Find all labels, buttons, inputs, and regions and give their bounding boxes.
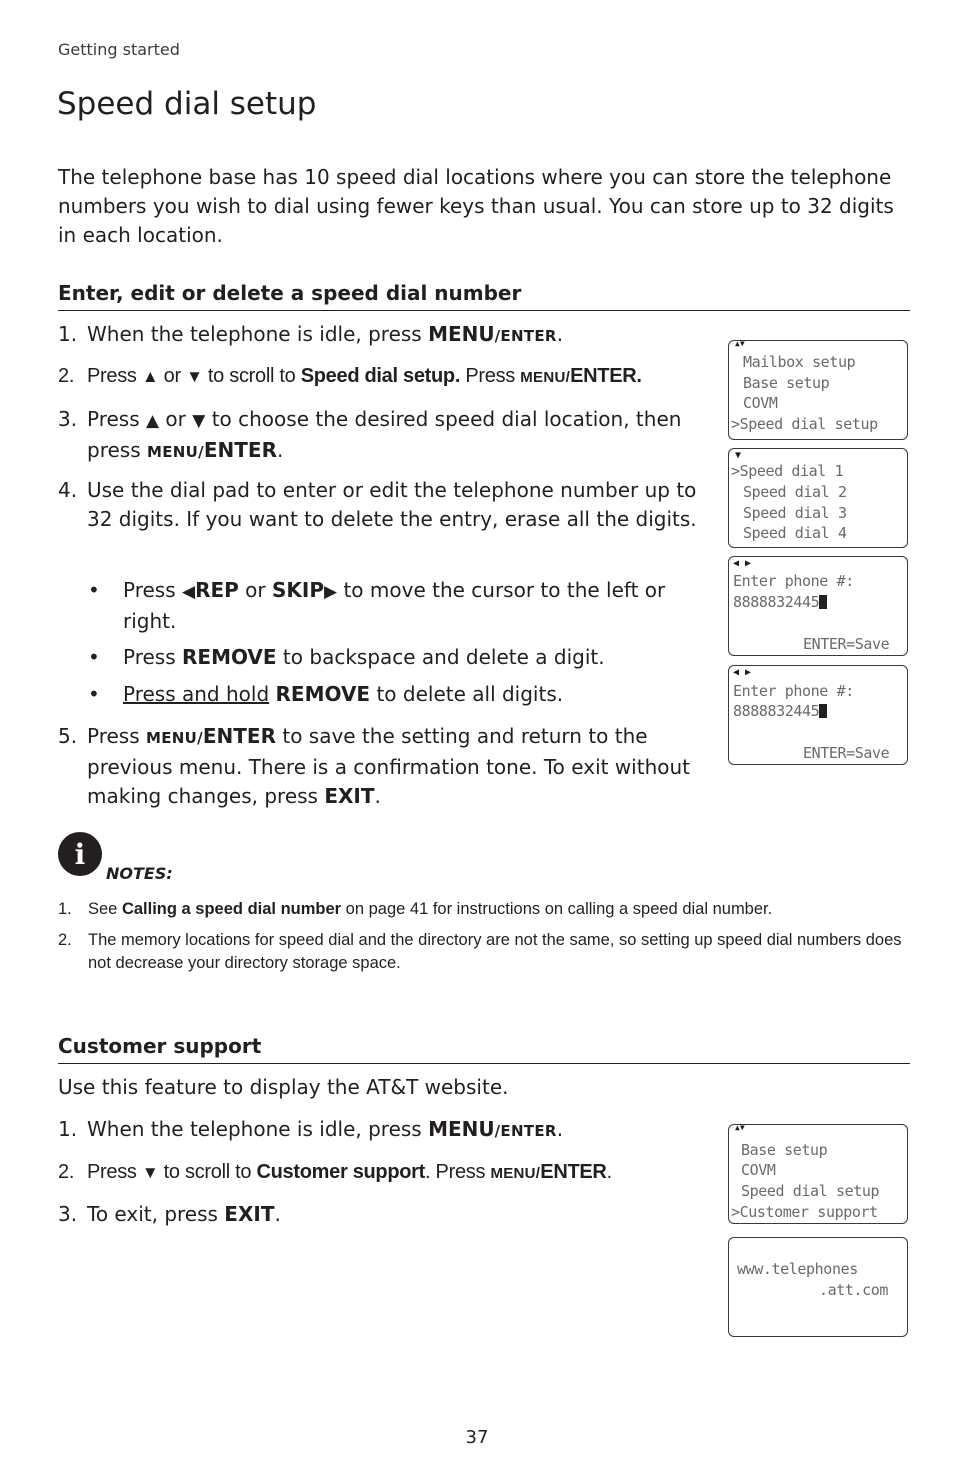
lcd-line: Enter phone #:: [733, 682, 854, 700]
speed-step-4: [58, 476, 713, 534]
lcd-screen-edit: [728, 556, 908, 656]
step-text: Use the dial pad to enter or edit the telephone number up to 32 digits. If you want to delete the entry, erase all the digits.: [87, 478, 697, 531]
step-text: Press: [87, 1161, 142, 1183]
bullet-text-or: or: [238, 578, 272, 602]
lcd-url-line-1: www.telephones: [737, 1260, 858, 1278]
lcd-screen-support-menu: [728, 1124, 908, 1224]
enter-key: ENTER.: [570, 365, 642, 387]
page-number: 37: [465, 1427, 489, 1448]
left-right-icon: ◀ ▶: [733, 558, 752, 569]
bullet-backspace: [88, 643, 703, 672]
step-text-mid: to scroll to: [158, 1161, 257, 1183]
right-arrow-icon: ▶: [324, 582, 338, 602]
step-text-end: .: [274, 1202, 281, 1226]
lcd-line: Base setup: [743, 374, 830, 392]
step-number: 4.: [58, 478, 78, 502]
info-icon: i: [58, 832, 102, 876]
up-arrow-icon: ▲: [146, 411, 160, 431]
step-text-mid: to choose the desired speed dial location, then press: [87, 407, 682, 462]
cursor-block: [819, 595, 827, 609]
page-title: Speed dial setup: [57, 86, 317, 122]
support-step-2: [58, 1158, 723, 1188]
note-text: See: [88, 900, 122, 918]
step-text-press: Press: [460, 365, 521, 387]
step-number: 2.: [58, 1161, 75, 1183]
step-text-end: .: [276, 438, 284, 462]
step-number: 2.: [58, 365, 75, 387]
step-text-mid: to save the setting and return to the previous menu. There is a confirmation tone. To exit without making changes, press: [87, 724, 691, 808]
note-1: [58, 898, 908, 921]
rep-key: REP: [195, 578, 239, 602]
menu-target: Customer support: [256, 1161, 426, 1183]
bullet-text: Press: [123, 645, 182, 669]
lcd-screen-menu: [728, 340, 908, 440]
press-and-hold-text: Press and hold: [123, 682, 270, 706]
lcd-screen-website: [728, 1237, 908, 1337]
bullet-text: Press: [123, 578, 182, 602]
phone-number: 8888832445: [733, 593, 820, 611]
enter-key: ENTER: [540, 1161, 607, 1183]
left-arrow-icon: ◀: [182, 582, 196, 602]
menu-key: MENU/: [520, 369, 571, 386]
step-text-press: . Press: [425, 1161, 491, 1183]
step-text: When the telephone is idle, press: [87, 1117, 429, 1141]
left-right-icon: ◀ ▶: [733, 667, 752, 678]
bullet-text-end: to delete all digits.: [370, 682, 564, 706]
notes-label: NOTES:: [106, 864, 173, 883]
step-text-end: .: [606, 1161, 612, 1183]
menu-key: MENU: [428, 322, 495, 346]
menu-key: MENU/: [146, 729, 203, 747]
step-number: 1.: [58, 322, 78, 346]
note-text: The memory locations for speed dial and the directory are not the same, so setting up speed dial numbers does not decrease your directory storage space.: [88, 931, 902, 972]
step-text-mid: to scroll to: [202, 365, 301, 387]
lcd-line: Speed dial 2: [743, 483, 847, 501]
step-number: 1.: [58, 1117, 78, 1141]
cursor-block: [819, 704, 827, 718]
exit-key: EXIT: [324, 784, 375, 808]
step-number: 5.: [58, 724, 78, 748]
remove-key: REMOVE: [182, 645, 277, 669]
enter-key: /ENTER: [494, 327, 557, 345]
support-step-1: [58, 1115, 708, 1146]
scroll-updown-icon: ▲▼: [735, 1123, 745, 1132]
bullet-dot: •: [88, 578, 100, 602]
step-text-end: .: [374, 784, 381, 808]
lcd-line-selected: >Customer support: [731, 1203, 878, 1221]
bullet-text-end: to backspace and delete a digit.: [276, 645, 605, 669]
enter-key: ENTER: [203, 438, 277, 462]
bullet-move-cursor: [88, 576, 703, 636]
speed-step-5: [58, 722, 708, 811]
step-text-end: .: [556, 1117, 564, 1141]
section-label: Getting started: [58, 40, 180, 59]
lcd-footer: ENTER=Save: [803, 744, 890, 762]
phone-number: 8888832445: [733, 702, 820, 720]
lcd-screen-edit-cleared: [728, 665, 908, 765]
down-arrow-icon: ▼: [186, 367, 203, 386]
speed-step-2: [58, 362, 723, 392]
skip-key: SKIP: [272, 578, 325, 602]
support-step-3: [58, 1200, 708, 1229]
step-number: 3.: [58, 1202, 78, 1226]
menu-key: MENU/: [490, 1165, 541, 1182]
bullet-delete-all: [88, 680, 703, 709]
lcd-footer: ENTER=Save: [803, 635, 890, 653]
lcd-line: Speed dial 3: [743, 504, 847, 522]
menu-target: Speed dial setup.: [300, 365, 461, 387]
scroll-down-icon: ▼: [735, 450, 742, 461]
lcd-line: Base setup: [741, 1141, 828, 1159]
note-2: [58, 929, 908, 975]
lcd-line: COVM: [743, 394, 778, 412]
bullet-text-end: to move the cursor to the left or right.: [123, 578, 666, 633]
lcd-line-selected: >Speed dial 1: [731, 462, 844, 480]
support-intro: Use this feature to display the AT&T website.: [58, 1075, 509, 1099]
lcd-number-line: [733, 701, 827, 721]
step-number: 3.: [58, 407, 78, 431]
remove-key: REMOVE: [275, 682, 371, 706]
step-text-or: or: [158, 365, 187, 387]
note-number: 1.: [58, 900, 72, 918]
lcd-screen-speed-dials: [728, 448, 908, 548]
scroll-updown-icon: ▲▼: [735, 339, 745, 348]
note-number: 2.: [58, 931, 72, 949]
lcd-number-line: [733, 592, 827, 612]
step-text-or: or: [159, 407, 193, 431]
enter-key: /ENTER: [494, 1122, 557, 1140]
lcd-line: COVM: [741, 1161, 776, 1179]
step-text: To exit, press: [87, 1202, 225, 1226]
enter-key: ENTER: [202, 724, 276, 748]
down-arrow-icon: ▼: [141, 1163, 159, 1182]
speed-step-3: [58, 405, 713, 467]
step-text: Press: [87, 365, 142, 387]
note-text-end: on page 41 for instructions on calling a speed dial number.: [341, 900, 773, 918]
speed-step-1: [58, 320, 708, 351]
note-link-text: Calling a speed dial number: [121, 900, 342, 918]
lcd-line: Speed dial setup: [741, 1182, 880, 1200]
lcd-line: Speed dial 4: [743, 524, 847, 542]
step-text-end: .: [556, 322, 564, 346]
step-text: Press: [87, 724, 146, 748]
step-text: When the telephone is idle, press: [87, 322, 429, 346]
up-arrow-icon: ▲: [141, 367, 159, 386]
bullet-dot: •: [88, 645, 100, 669]
step-text: Press: [87, 407, 146, 431]
customer-support-heading: Customer support: [58, 1034, 910, 1064]
lcd-line-selected: >Speed dial setup: [731, 415, 878, 433]
lcd-line: Mailbox setup: [743, 353, 856, 371]
exit-key: EXIT: [224, 1202, 275, 1226]
intro-paragraph: The telephone base has 10 speed dial locations where you can store the telephone numbers you wish to dial using fewer keys than usual. You can store up to 32 digits in each location.: [58, 165, 894, 247]
speed-dial-heading: Enter, edit or delete a speed dial number: [58, 281, 910, 311]
menu-key: MENU: [428, 1117, 495, 1141]
down-arrow-icon: ▼: [192, 411, 206, 431]
lcd-url-line-2: .att.com: [819, 1281, 889, 1299]
lcd-line: Enter phone #:: [733, 572, 854, 590]
bullet-dot: •: [88, 682, 100, 706]
menu-key: MENU/: [146, 443, 204, 461]
